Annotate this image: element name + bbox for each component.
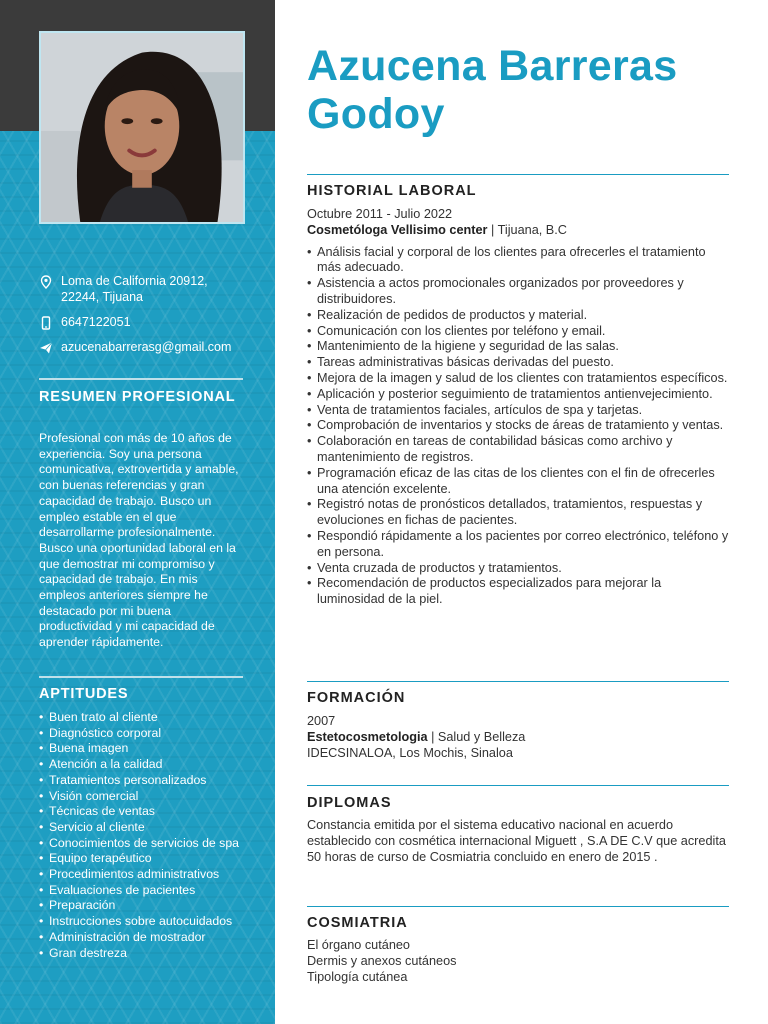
address-text: Loma de California 20912, 22244, Tijuana [61,274,208,304]
duty-item: • Mejora de la imagen y salud de los clientes con tratamientos específicos. [307,371,732,387]
education-field: | Salud y Belleza [427,729,526,744]
skill-item: • Atención a la calidad [39,757,254,773]
duty-item: • Comprobación de inventarios y stocks de áreas de tratamiento y ventas. [307,418,732,434]
duty-item: • Registró notas de pronósticos detallados, tratamientos, respuestas y evoluciones en fichas de pacientes. [307,497,732,529]
education-school: IDECSINALOA, Los Mochis, Sinaloa [307,745,513,760]
skill-item: • Servicio al cliente [39,820,254,836]
sidebar-divider [39,676,243,678]
skills-list [39,710,254,961]
work-entry [307,207,732,608]
work-duties [307,245,732,608]
duty-item: • Asistencia a actos promocionales organizados por proveedores y distribuidores. [307,276,732,308]
skill-item: • Administración de mostrador [39,930,254,946]
education-degree: Estetocosmetologia [307,729,428,744]
skill-item: • Visión comercial [39,789,254,805]
duty-item: • Análisis facial y corporal de los clientes para ofrecerles el tratamiento más adecuado. [307,245,732,277]
duty-item: • Venta de tratamientos faciales, artículos de spa y tarjetas. [307,403,732,419]
skill-item: • Equipo terapéutico [39,851,254,867]
section-divider [307,906,729,907]
skill-item: • Procedimientos administrativos [39,867,254,883]
summary-heading: RESUMEN PROFESIONAL [39,389,236,405]
skills-heading: APTITUDES [39,686,129,702]
skill-item: • Tratamientos personalizados [39,773,254,789]
section-divider [307,785,729,786]
summary-text: Profesional con más de 10 años de experiencia. Soy una persona comunicativa, extrovertida y amable, con buenas referencias y gran capacidad de trabajo. Busco un empleo estable en el que desarrollarme profesionalmente. Busco una oportunidad laboral en la que demostrar mi compromiso y capacidad de trabajo. En mis empleos anteriores siempre he destacado por mi buena productividad y mi capacidad de aprender rápidamente. [39,431,239,650]
sidebar [0,0,275,1024]
work-location: | Tijuana, B.C [487,222,567,237]
diplomas-heading: DIPLOMAS [307,795,392,811]
work-heading: HISTORIAL LABORAL [307,183,477,199]
cosmiatria-item: El órgano cutáneo [307,938,410,952]
work-position [307,223,732,239]
sidebar-divider [39,378,243,380]
email-text[interactable]: azucenabarrerasg@gmail.com [61,340,232,354]
duty-item: • Programación eficaz de las citas de los clientes con el fin de ofrecerles una atención excelente. [307,466,732,498]
mobile-phone-icon [39,316,53,330]
contact-address [39,273,249,305]
duty-item: • Aplicación y posterior seguimiento de tratamientos antienvejecimiento. [307,387,732,403]
contact-phone [39,314,249,330]
skill-item: • Buena imagen [39,741,254,757]
skill-item: • Conocimientos de servicios de spa [39,836,254,852]
section-divider [307,681,729,682]
profile-photo [39,31,245,224]
duty-item: • Colaboración en tareas de contabilidad básicas como archivo y mantenimiento de registros. [307,434,732,466]
work-title: Cosmetóloga Vellisimo center [307,222,488,237]
candidate-name: Azucena Barreras Godoy [307,42,678,138]
duty-item: • Realización de pedidos de productos y material. [307,308,732,324]
cosmiatria-list [307,938,732,985]
education-entry [307,714,732,761]
duty-item: • Recomendación de productos especializados para mejorar la luminosidad de la piel. [307,576,732,608]
work-dates: Octubre 2011 - Julio 2022 [307,207,453,221]
phone-text[interactable]: 6647122051 [61,315,131,329]
section-divider [307,174,729,175]
profile-photo-illustration [41,33,243,222]
cosmiatria-item: Tipología cutánea [307,969,408,984]
education-degree-line [307,730,732,746]
duty-item: • Venta cruzada de productos y tratamientos. [307,561,732,577]
skill-item: • Instrucciones sobre autocuidados [39,914,254,930]
education-year: 2007 [307,714,336,728]
education-heading: FORMACIÓN [307,690,406,706]
duty-item: • Comunicación con los clientes por teléfono y email. [307,324,732,340]
cosmiatria-item: Dermis y anexos cutáneos [307,953,457,968]
contact-email [39,339,249,355]
cosmiatria-heading: COSMIATRIA [307,915,408,931]
duty-item: • Tareas administrativas básicas derivadas del puesto. [307,355,732,371]
location-pin-icon [39,275,53,289]
skill-item: • Buen trato al cliente [39,710,254,726]
skill-item: • Técnicas de ventas [39,804,254,820]
duty-item: • Mantenimiento de la higiene y seguridad de las salas. [307,339,732,355]
skill-item: • Preparación [39,898,254,914]
diplomas-text: Constancia emitida por el sistema educativo nacional en acuerdo establecido con cosmética internacional Miguett , S.A DE C.V que acredita 50 horas de curso de Cosmiatria concluido en enero de 2015 . [307,818,726,864]
skill-item: • Diagnóstico corporal [39,726,254,742]
skill-item: • Evaluaciones de pacientes [39,883,254,899]
skill-item: • Gran destreza [39,946,254,962]
duty-item: • Respondió rápidamente a los pacientes por correo electrónico, teléfono y en persona. [307,529,732,561]
contact-list [39,273,249,364]
paper-plane-icon [39,341,53,355]
